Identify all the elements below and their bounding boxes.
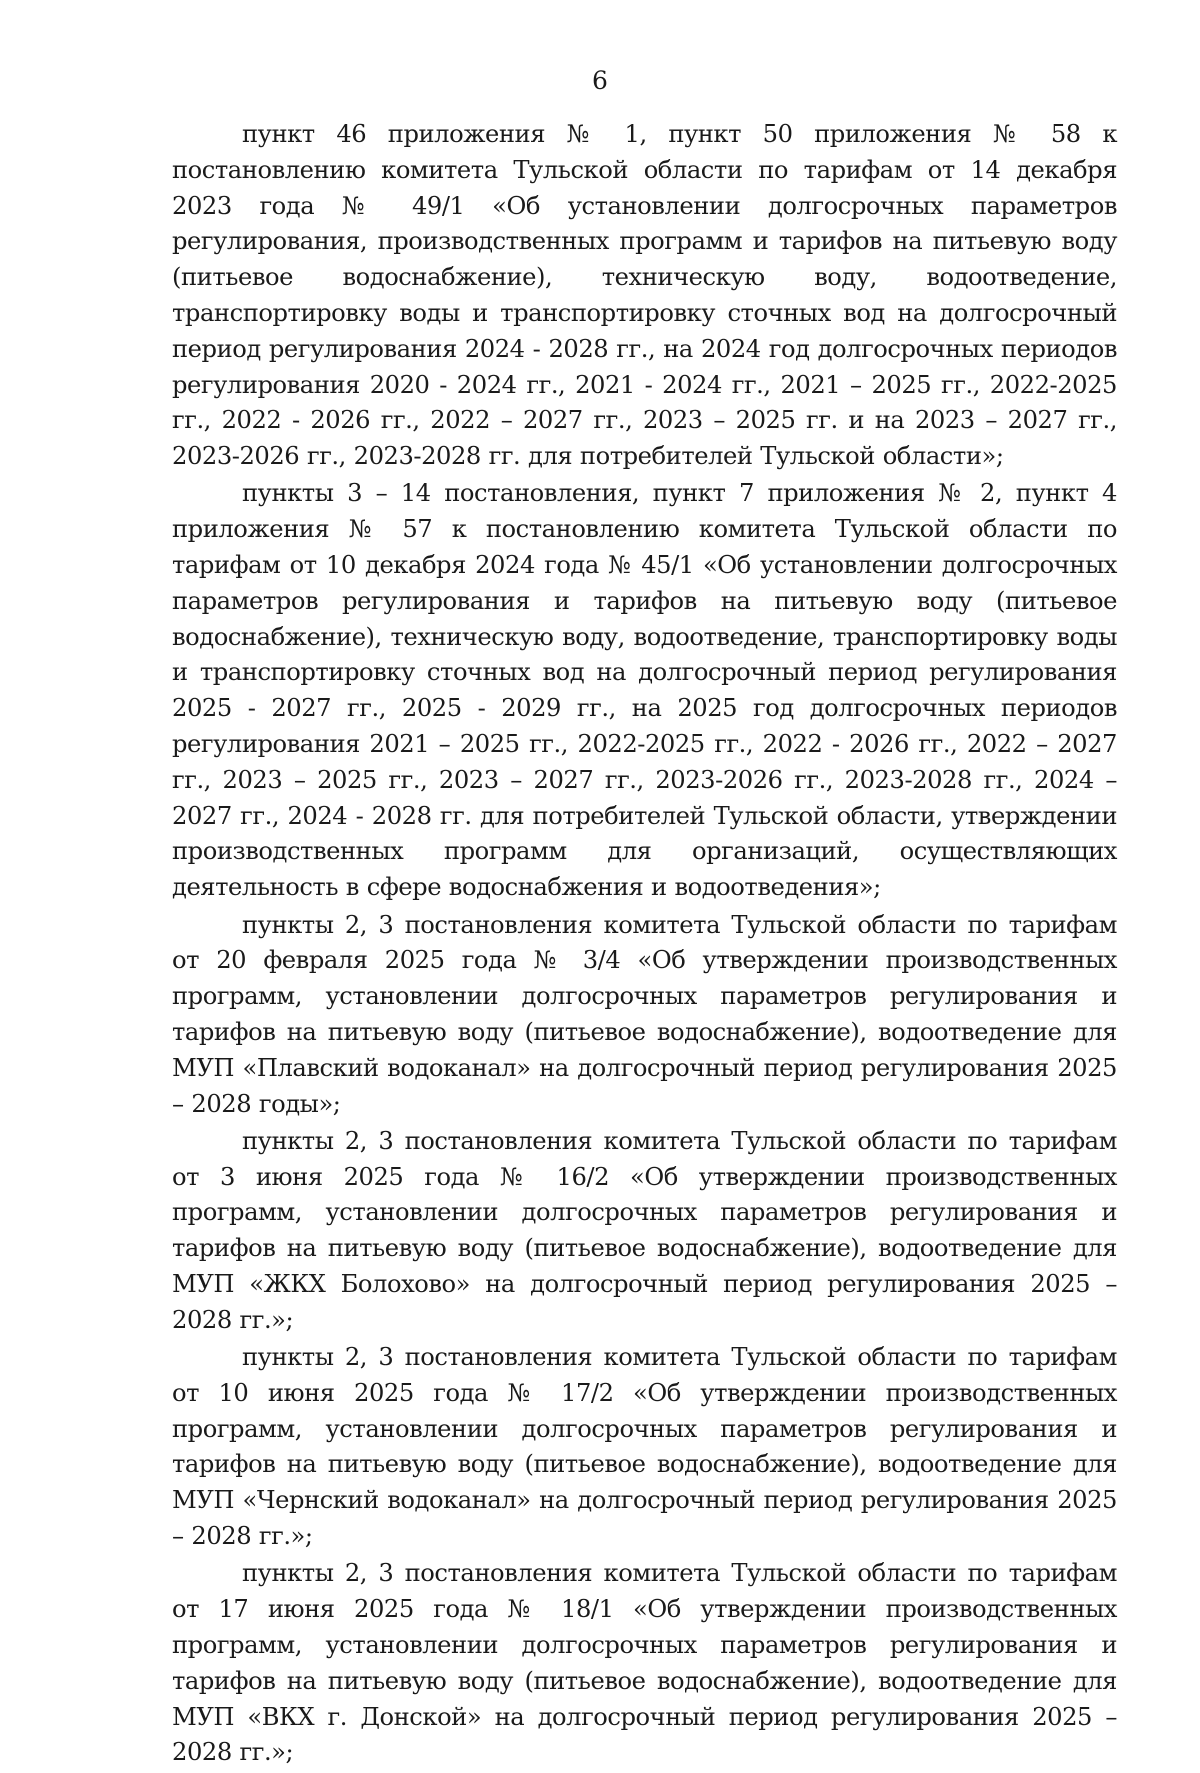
paragraph-4: пункты 2, 3 постановления комитета Тульской области по тарифам от 3 июня 2025 года № 16/2 «Об утверждении производственных программ, установлении долгосрочных параметров регулирования и тарифов на питьевую воду (питьевое водоснабжение), водоотведение для МУП «ЖКХ Болохово» на долгосрочный период регулирования 2025 – 2028 гг.»; — [172, 1126, 1117, 1334]
paragraph-2: пункты 3 – 14 постановления, пункт 7 приложения № 2, пункт 4 приложения № 57 к постановлению комитета Тульской области по тарифам от 10 декабря 2024 года № 45/1 «Об установлении долгосрочных параметров регулирования и тарифов на питьевую воду (питьевое водоснабжение), техническую воду, водоотведение, транспортировку воды и транспортировку сточных вод на долгосрочный период регулирования 2025 - 2027 гг., 2025 - 2029 гг., на 2025 год долгосрочных периодов регулирования 2021 – 2025 гг., 2022-2025 гг., 2022 - 2026 гг., 2022 – 2027 гг., 2023 – 2025 гг., 2023 – 2027 гг., 2023-2026 гг., 2023-2028 гг., 2024 – 2027 гг., 2024 - 2028 гг. для потребителей Тульской области, утверждении производственных программ для организаций, осуществляющих деятельность в сфере водоснабжения и водоотведения»; — [172, 479, 1117, 902]
paragraph-3: пункты 2, 3 постановления комитета Тульской области по тарифам от 20 февраля 2025 года № 3/4 «Об утверждении производственных программ, установлении долгосрочных параметров регулирования и тарифов на питьевую воду (питьевое водоснабжение), водоотведение для МУП «Плавский водоканал» на долгосрочный период регулирования 2025 – 2028 годы»; — [172, 910, 1117, 1118]
paragraph-1: пункт 46 приложения № 1, пункт 50 приложения № 58 к постановлению комитета Тульской области по тарифам от 14 декабря 2023 года № 49/1 «Об установлении долгосрочных параметров регулирования, производственных программ и тарифов на питьевую воду (питьевое водоснабжение), техническую воду, водоотведение, транспортировку воды и транспортировку сточных вод на долгосрочный период регулирования 2024 - 2028 гг., на 2024 год долгосрочных периодов регулирования 2020 - 2024 гг., 2021 - 2024 гг., 2021 – 2025 гг., 2022-2025 гг., 2022 - 2026 гг., 2022 – 2027 гг., 2023 – 2025 гг. и на 2023 – 2027 гг., 2023-2026 гг., 2023-2028 гг. для потребителей Тульской области»; — [172, 120, 1117, 471]
paragraph-6: пункты 2, 3 постановления комитета Тульской области по тарифам от 17 июня 2025 года № 18/1 «Об утверждении производственных программ, установлении долгосрочных параметров регулирования и тарифов на питьевую воду (питьевое водоснабжение), водоотведение для МУП «ВКХ г. Донской» на долгосрочный период регулирования 2025 – 2028 гг.»; — [172, 1559, 1117, 1767]
paragraph-5: пункты 2, 3 постановления комитета Тульской области по тарифам от 10 июня 2025 года № 17/2 «Об утверждении производственных программ, установлении долгосрочных параметров регулирования и тарифов на питьевую воду (питьевое водоснабжение), водоотведение для МУП «Чернский водоканал» на долгосрочный период регулирования 2025 – 2028 гг.»; — [172, 1343, 1117, 1551]
document-body — [172, 117, 1117, 1773]
page-number: 6 — [592, 66, 608, 95]
